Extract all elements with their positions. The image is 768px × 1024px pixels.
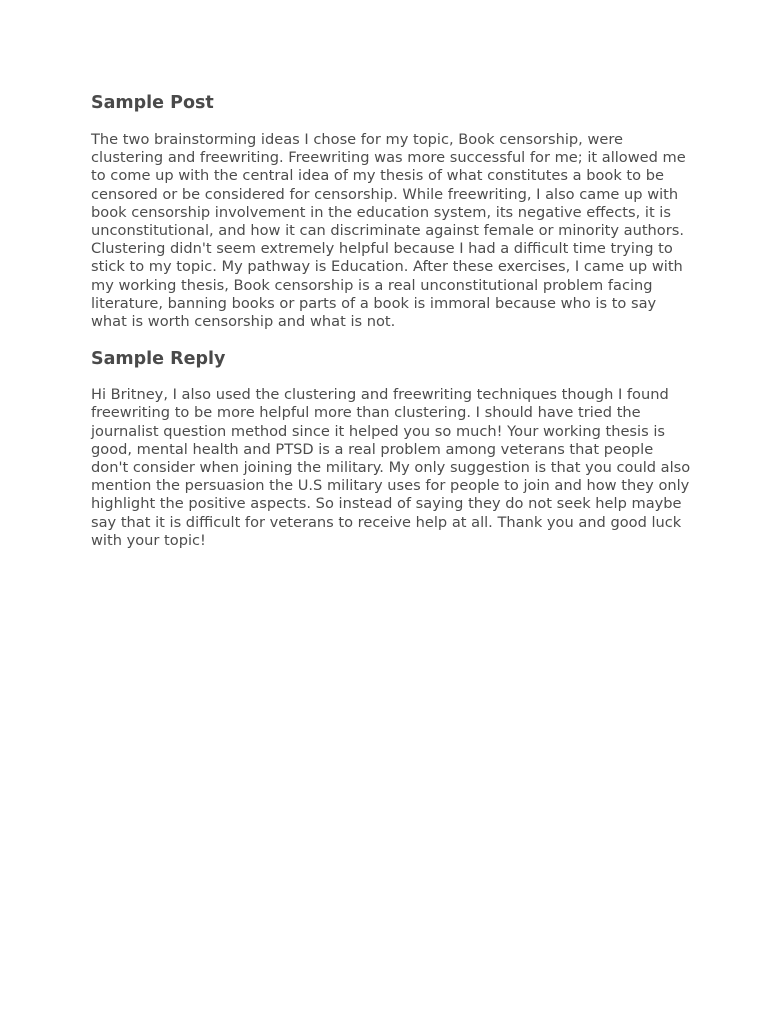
- sample-post-body: The two brainstorming ideas I chose for my topic, Book censorship, were clustering and freewriting. Freewriting was more successful for me; it allowed me to come up with the central idea of my thesis of what constitutes a book to be censored or be considered for censorship. While freewriting, I also came up with book censorship involvement in the education system, its negative effects, it is unconstitutional, and how it can discriminate against female or minority authors. Clustering didn't seem extremely helpful because I had a difficult time trying to stick to my topic. My pathway is Education. After these exercises, I came up with my working thesis, Book censorship is a real unconstitutional problem facing literature, banning books or parts of a book is immoral because who is to say what is worth censorship and what is not.: [91, 131, 686, 331]
- sample-reply-body: Hi Britney, I also used the clustering and freewriting techniques though I found freewriting to be more helpful more than clustering. I should have tried the journalist question method since it helped you so much! Your working thesis is good, mental health and PTSD is a real problem among veterans that people don't consider when joining the military. My only suggestion is that you could also mention the persuasion the U.S military uses for people to join and how they only highlight the positive aspects. So instead of saying they do not seek help maybe say that it is difficult for veterans to receive help at all. Thank you and good luck with your topic!: [91, 386, 691, 549]
- sample-reply-heading: Sample Reply: [91, 349, 226, 370]
- sample-post-heading: Sample Post: [91, 93, 214, 113]
